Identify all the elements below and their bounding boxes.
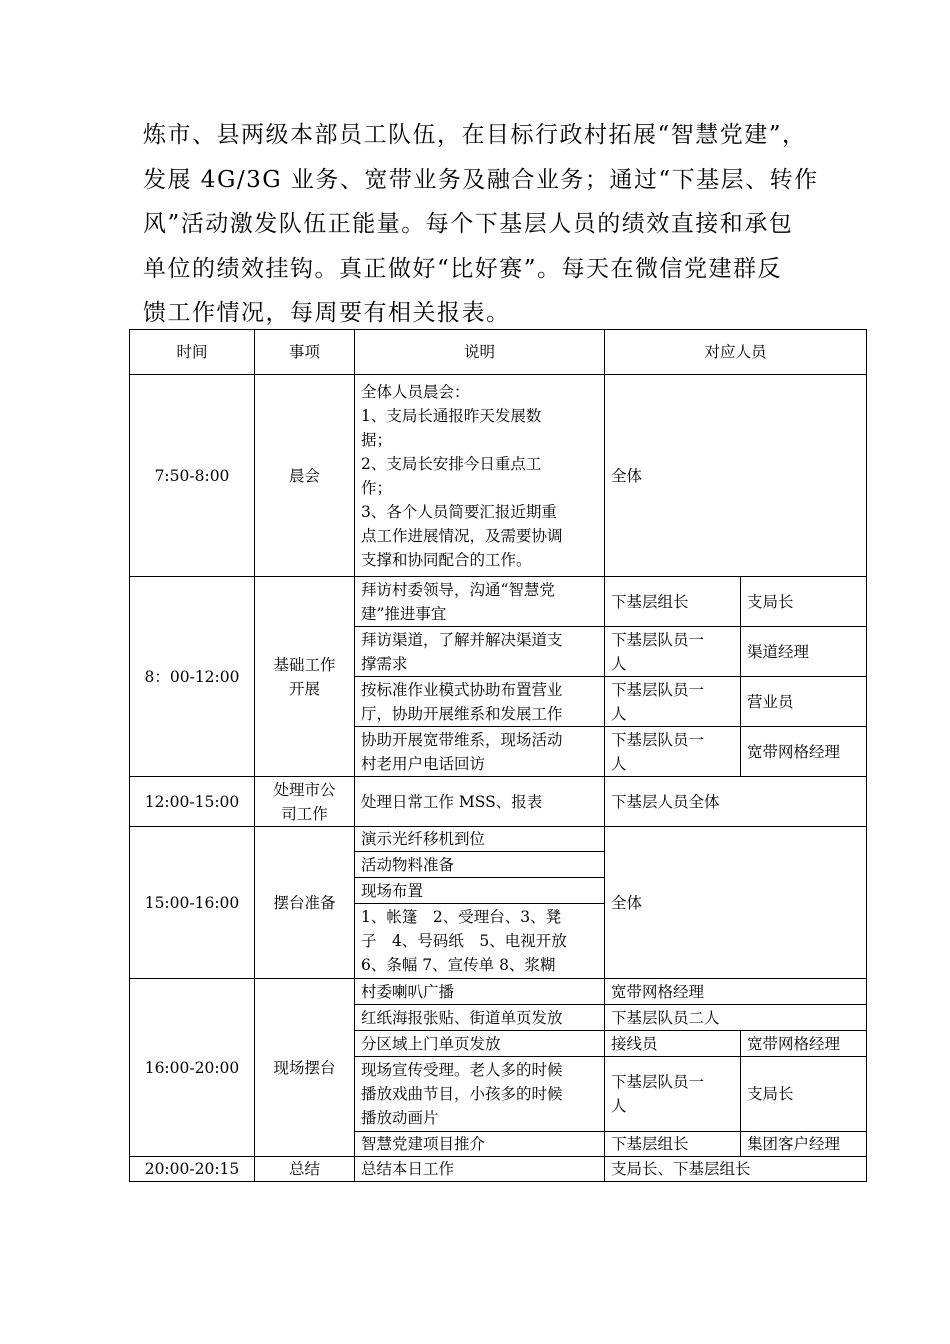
people-cell bbox=[605, 577, 741, 627]
cell-text-line: 拜访村委领导，沟通“智慧党 bbox=[361, 580, 555, 599]
cell-text-line: 全体人员晨会： bbox=[361, 382, 470, 401]
cell-text-line: 现场摆台 bbox=[273, 1058, 336, 1077]
people-cell bbox=[605, 777, 867, 827]
people-cell bbox=[605, 827, 867, 979]
cell-text-line: 下基层队员一 bbox=[611, 1073, 705, 1091]
desc-cell bbox=[355, 979, 605, 1005]
table-row bbox=[130, 979, 867, 1005]
cell-text-line: 摆台准备 bbox=[273, 893, 336, 912]
people-cell bbox=[605, 727, 741, 777]
people-cell bbox=[605, 677, 741, 727]
cell-text-line: 厅，协助开展维系和发展工作 bbox=[361, 704, 563, 723]
paragraph-line: 单位的绩效挂钩。真正做好“比好赛”。每天在微信党建群反 bbox=[143, 255, 783, 282]
people-cell bbox=[605, 1157, 867, 1182]
item-cell bbox=[255, 979, 355, 1157]
desc-cell bbox=[355, 375, 605, 577]
desc-cell bbox=[355, 677, 605, 727]
item-cell bbox=[255, 375, 355, 577]
cell-text-line: 宽带网格经理 bbox=[747, 742, 841, 761]
cell-text-line: 下基层队员一 bbox=[611, 730, 705, 749]
desc-cell bbox=[355, 852, 605, 878]
cell-text-line: 村老用户电话回访 bbox=[361, 754, 486, 773]
cell-text-line: 支局长、下基层组长 bbox=[611, 1160, 751, 1178]
desc-cell bbox=[355, 1031, 605, 1057]
cell-text-line: 渠道经理 bbox=[747, 642, 810, 661]
cell-text-line: 作； bbox=[361, 478, 393, 497]
people-cell bbox=[741, 1132, 867, 1157]
people-cell bbox=[741, 577, 867, 627]
cell-text-line: 演示光纤移机到位 bbox=[361, 830, 486, 848]
desc-cell bbox=[355, 777, 605, 827]
paragraph-line: 发展 4G/3G 业务、宽带业务及融合业务；通过“下基层、转作 bbox=[143, 166, 819, 193]
desc-cell bbox=[355, 1132, 605, 1157]
cell-text-line: 子 4、号码纸 5、电视开放 bbox=[361, 932, 567, 950]
cell-text-line: 播放戏曲节目，小孩多的时候 bbox=[361, 1085, 563, 1103]
cell-text-line: 人 bbox=[611, 704, 627, 723]
cell-text-line: 1、支局长通报昨天发展数 bbox=[361, 406, 542, 425]
cell-text-line: 6、条幅 7、宣传单 8、浆糊 bbox=[361, 956, 556, 974]
time-cell bbox=[130, 777, 255, 827]
people-cell bbox=[741, 1057, 867, 1132]
desc-cell bbox=[355, 1157, 605, 1182]
cell-text-line: 分区域上门单页发放 bbox=[361, 1034, 501, 1053]
cell-text-line: 支局长 bbox=[747, 592, 794, 611]
people-cell bbox=[605, 1005, 867, 1031]
time-cell bbox=[130, 1157, 255, 1182]
people-cell bbox=[605, 627, 741, 677]
cell-text-line: 支局长 bbox=[747, 1085, 794, 1103]
cell-text-line: 人 bbox=[611, 754, 627, 773]
cell-text-line: 宽带网格经理 bbox=[611, 982, 705, 1001]
cell-text-line: 协助开展宽带维系，现场活动 bbox=[361, 730, 563, 749]
cell-text-line: 按标准作业模式协助布置营业 bbox=[361, 680, 563, 699]
cell-text-line: 人 bbox=[611, 654, 627, 673]
cell-text-line: 处理日常工作 MSS、报表 bbox=[361, 792, 543, 811]
cell-text-line: 下基层队员一 bbox=[611, 630, 705, 649]
cell-text-line: 建”推进事宜 bbox=[361, 604, 447, 623]
cell-text-line: 2、支局长安排今日重点工 bbox=[361, 454, 542, 473]
people-cell bbox=[605, 1031, 741, 1057]
desc-cell bbox=[355, 878, 605, 904]
cell-text-line: 基础工作 bbox=[273, 655, 336, 674]
cell-text-line: 司工作 bbox=[281, 804, 328, 823]
paragraph-line: 馈工作情况，每周要有相关报表。 bbox=[143, 300, 511, 326]
time-cell bbox=[130, 577, 255, 777]
cell-text-line: 撑需求 bbox=[361, 654, 408, 673]
schedule-table bbox=[129, 329, 867, 1182]
item-cell bbox=[255, 577, 355, 777]
desc-cell bbox=[355, 577, 605, 627]
cell-text-line: 点工作进展情况，及需要协调 bbox=[361, 526, 563, 545]
cell-text-line: 16:00-20:00 bbox=[144, 1058, 240, 1077]
paragraph-line: 风”活动激发队伍正能量。每个下基层人员的绩效直接和承包 bbox=[143, 211, 794, 237]
cell-text-line: 支撑和协同配合的工作。 bbox=[361, 550, 532, 569]
cell-text-line: 全体 bbox=[611, 466, 643, 485]
header-desc: 说明 bbox=[355, 330, 605, 375]
cell-text-line: 7:50-8:00 bbox=[154, 466, 230, 485]
cell-text-line: 晨会 bbox=[288, 466, 320, 485]
cell-text-line: 现场布置 bbox=[361, 881, 424, 900]
cell-text-line: 下基层队员二人 bbox=[611, 1008, 720, 1027]
time-cell bbox=[130, 979, 255, 1157]
desc-cell bbox=[355, 904, 605, 979]
people-cell bbox=[741, 1031, 867, 1057]
cell-text-line: 总结 bbox=[288, 1160, 320, 1178]
people-cell bbox=[741, 677, 867, 727]
header-item: 事项 bbox=[255, 330, 355, 375]
cell-text-line: 现场宣传受理。老人多的时候 bbox=[361, 1061, 563, 1079]
cell-text-line: 拜访渠道，了解并解决渠道支 bbox=[361, 630, 563, 649]
people-cell bbox=[605, 1057, 741, 1132]
time-cell bbox=[130, 375, 255, 577]
cell-text-line: 20:00-20:15 bbox=[144, 1160, 240, 1178]
cell-text-line: 宽带网格经理 bbox=[747, 1034, 841, 1053]
cell-text-line: 下基层人员全体 bbox=[611, 792, 720, 811]
desc-cell bbox=[355, 827, 605, 852]
cell-text-line: 开展 bbox=[288, 679, 320, 698]
cell-text-line: 12:00-15:00 bbox=[144, 792, 240, 811]
cell-text-line: 总结本日工作 bbox=[361, 1160, 455, 1178]
table-row bbox=[130, 375, 867, 577]
people-cell bbox=[741, 727, 867, 777]
item-cell bbox=[255, 827, 355, 979]
cell-text-line: 营业员 bbox=[747, 692, 794, 711]
cell-text-line: 3、各个人员简要汇报近期重 bbox=[361, 502, 557, 521]
body-paragraph bbox=[143, 113, 823, 336]
cell-text-line: 人 bbox=[611, 1097, 627, 1115]
cell-text-line: 1、帐篷 2、受理台、3、凳 bbox=[361, 908, 562, 926]
cell-text-line: 集团客户经理 bbox=[747, 1135, 841, 1153]
item-cell bbox=[255, 777, 355, 827]
cell-text-line: 8：00-12:00 bbox=[144, 667, 240, 686]
table-header-row bbox=[130, 330, 867, 375]
cell-text-line: 据； bbox=[361, 430, 393, 449]
desc-cell bbox=[355, 1005, 605, 1031]
header-time: 时间 bbox=[130, 330, 255, 375]
cell-text-line: 处理市公 bbox=[273, 780, 336, 799]
people-cell bbox=[741, 627, 867, 677]
cell-text-line: 播放动画片 bbox=[361, 1109, 439, 1127]
cell-text-line: 下基层组长 bbox=[611, 1135, 689, 1153]
desc-cell bbox=[355, 1057, 605, 1132]
cell-text-line: 全体 bbox=[611, 893, 643, 912]
time-cell bbox=[130, 827, 255, 979]
table-row bbox=[130, 1157, 867, 1182]
header-people: 对应人员 bbox=[605, 330, 867, 375]
cell-text-line: 下基层队员一 bbox=[611, 680, 705, 699]
cell-text-line: 下基层组长 bbox=[611, 592, 689, 611]
table-row bbox=[130, 827, 867, 852]
cell-text-line: 活动物料准备 bbox=[361, 855, 455, 874]
item-cell bbox=[255, 1157, 355, 1182]
cell-text-line: 红纸海报张贴、街道单页发放 bbox=[361, 1008, 563, 1027]
cell-text-line: 接线员 bbox=[611, 1034, 658, 1053]
people-cell bbox=[605, 979, 867, 1005]
cell-text-line: 智慧党建项目推介 bbox=[361, 1135, 486, 1153]
people-cell bbox=[605, 375, 867, 577]
table-row bbox=[130, 777, 867, 827]
table-row bbox=[130, 577, 867, 627]
desc-cell bbox=[355, 627, 605, 677]
cell-text-line: 15:00-16:00 bbox=[144, 893, 240, 912]
desc-cell bbox=[355, 727, 605, 777]
people-cell bbox=[605, 1132, 741, 1157]
cell-text-line: 村委喇叭广播 bbox=[361, 982, 455, 1001]
paragraph-line: 炼市、县两级本部员工队伍，在目标行政村拓展“智慧党建”， bbox=[143, 122, 807, 148]
